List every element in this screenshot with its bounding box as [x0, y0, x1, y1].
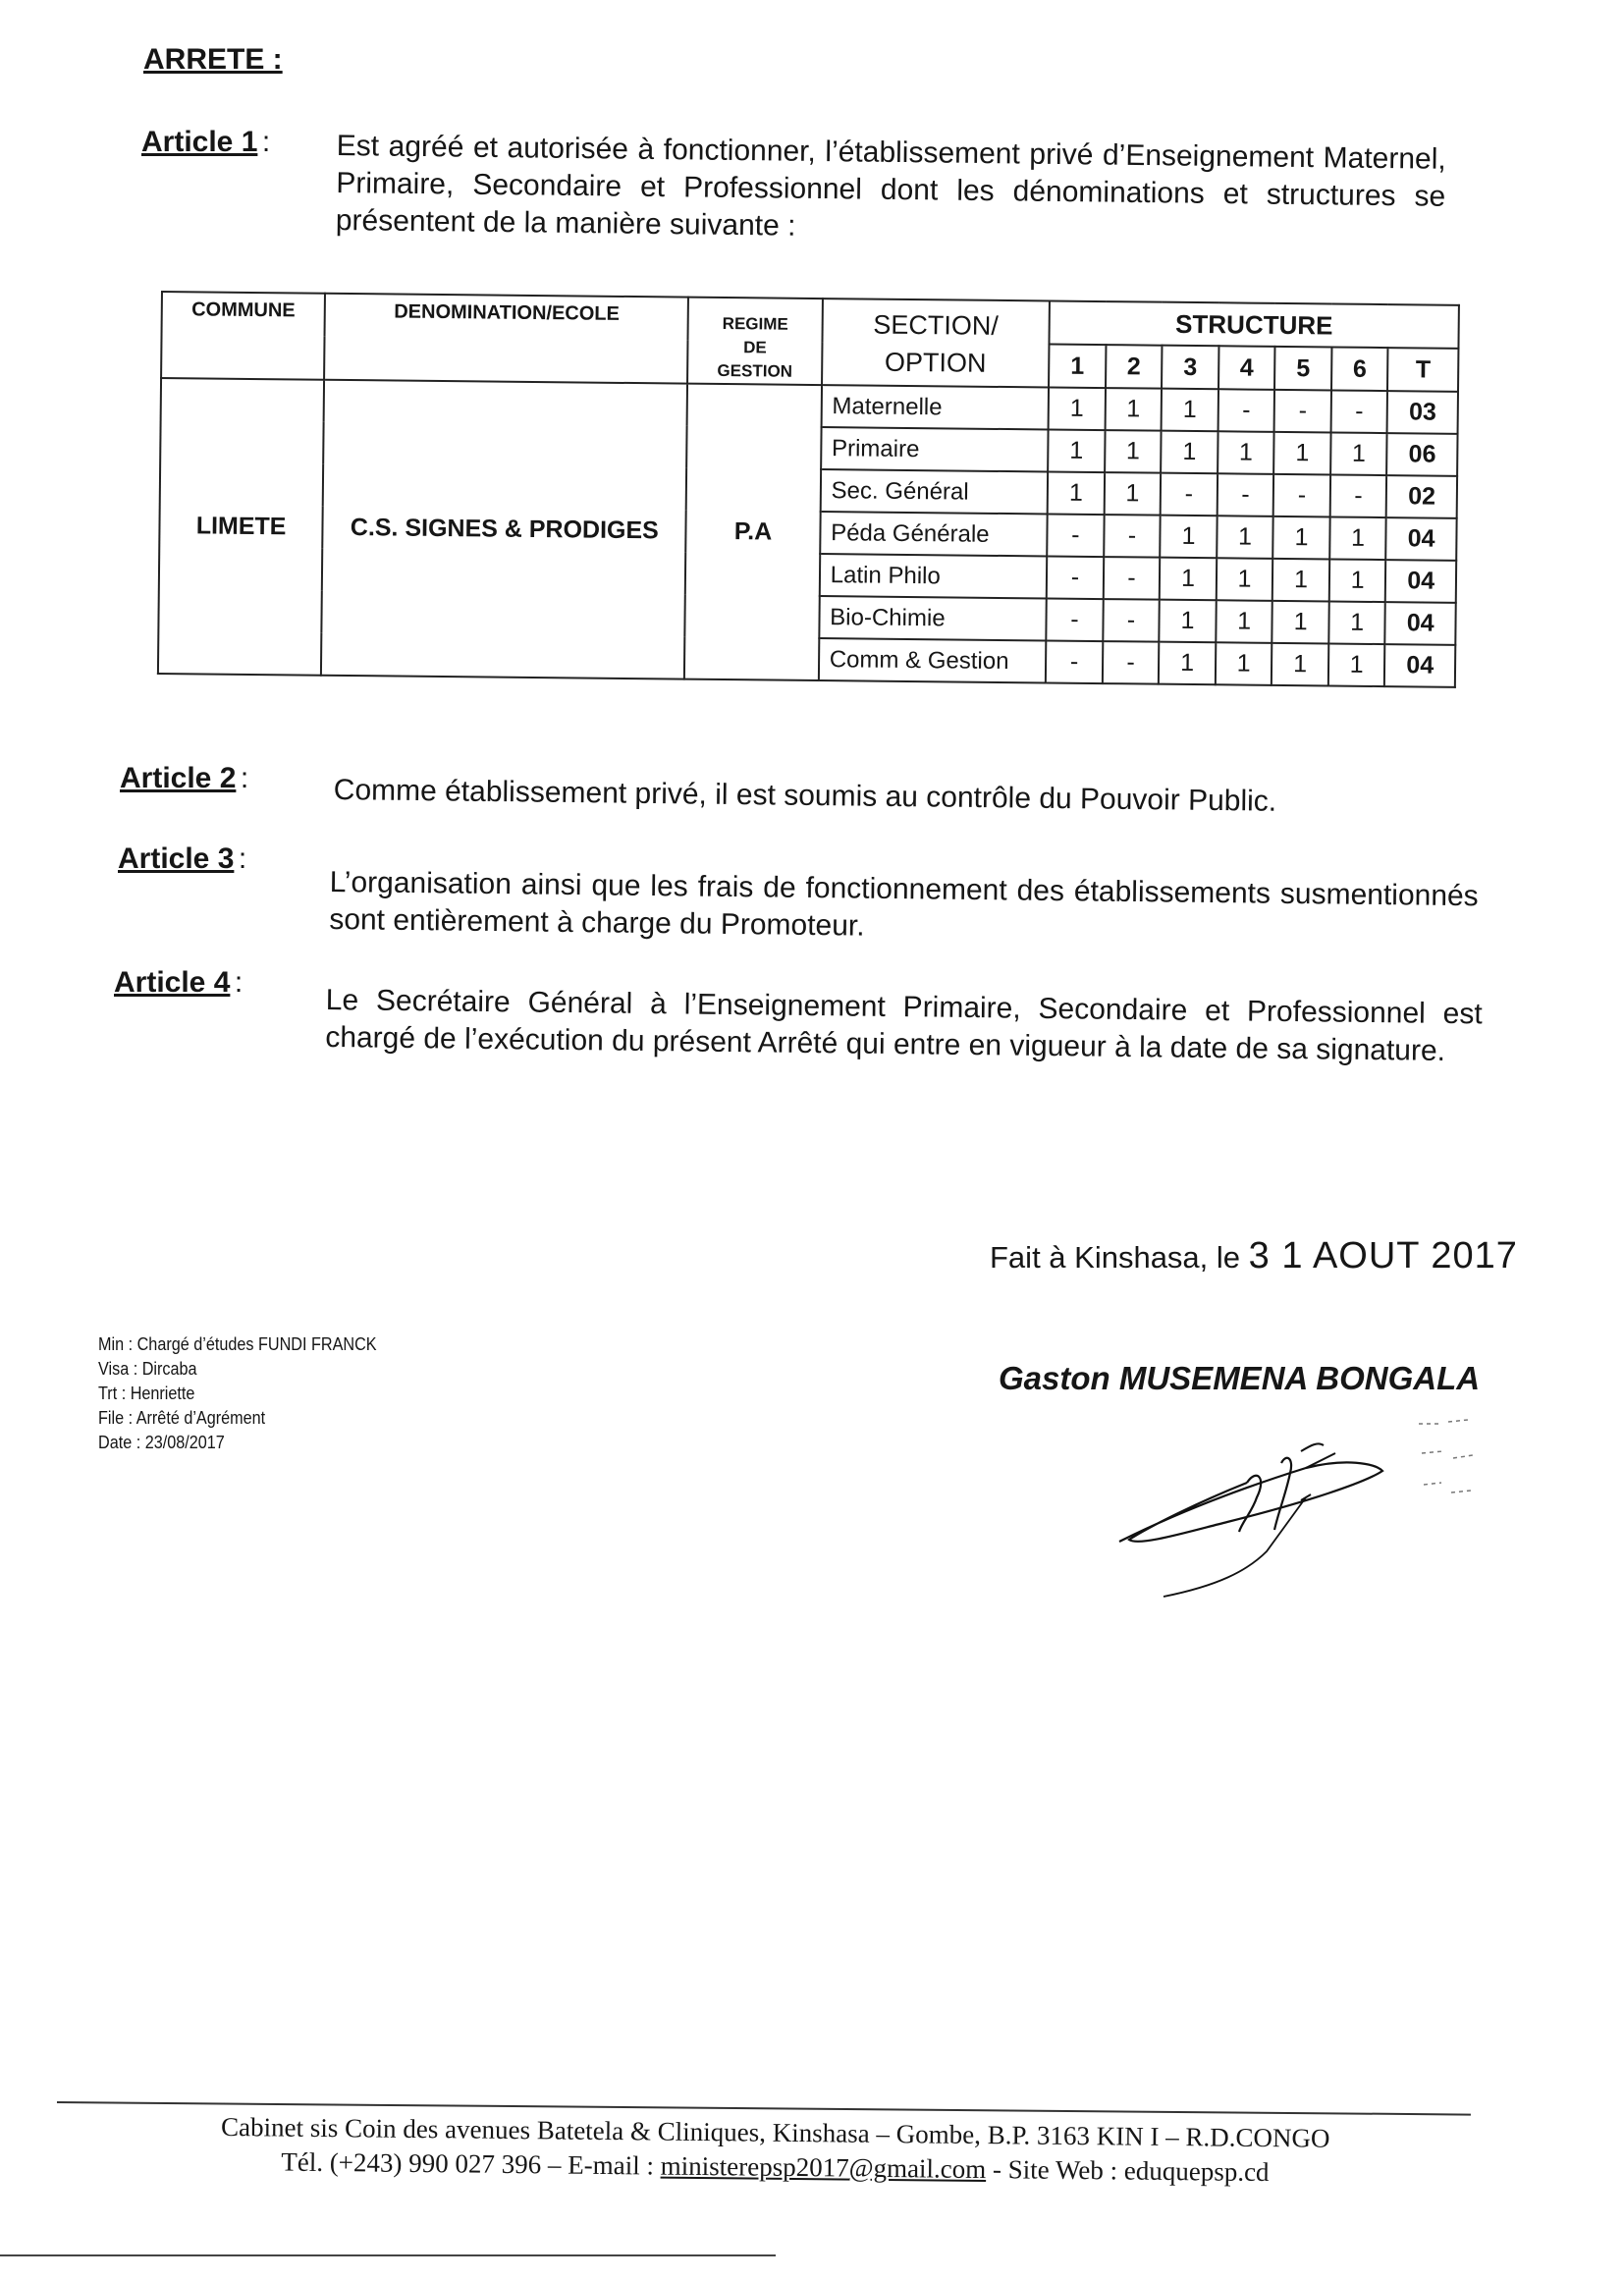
reference-line: Date : 23/08/2017: [98, 1433, 225, 1452]
cell-option: Maternelle: [821, 385, 1049, 429]
scan-marks-decoration: [1414, 1414, 1483, 1522]
cell-count: -: [1047, 598, 1104, 641]
header-structure: STRUCTURE: [1050, 300, 1459, 348]
cell-count: 1: [1330, 432, 1387, 475]
header-level: 4: [1218, 346, 1275, 390]
cell-count: 1: [1159, 642, 1216, 685]
article-4-label: Article 4: [114, 966, 231, 999]
cell-option: Péda Générale: [820, 512, 1048, 556]
header-total: T: [1387, 348, 1458, 392]
article-4-colon: :: [234, 966, 244, 999]
reference-line: Min : Chargé d’études FUNDI FRANCK: [98, 1334, 377, 1354]
cell-count: 1: [1217, 558, 1273, 601]
cell-count: 1: [1328, 601, 1385, 644]
header-commune: COMMUNE: [161, 292, 325, 380]
cell-count: -: [1274, 390, 1331, 433]
cell-regime: P.A: [684, 384, 821, 680]
cell-count: 1: [1105, 388, 1162, 431]
cell-total: 04: [1385, 602, 1456, 645]
cell-total: 06: [1387, 433, 1458, 476]
article-3-label-group: [118, 842, 246, 876]
handwritten-signature: [1110, 1424, 1434, 1601]
header-regime: [687, 298, 822, 385]
cell-count: -: [1047, 514, 1104, 557]
cell-total: 04: [1386, 517, 1457, 561]
article-4-label-group: [114, 966, 243, 1000]
place-date-line: [990, 1235, 1518, 1277]
cell-count: 1: [1272, 643, 1328, 686]
cell-count: 1: [1272, 601, 1329, 644]
cell-total: 04: [1385, 560, 1456, 603]
school-structure-table: [157, 291, 1460, 688]
cell-option: Primaire: [821, 427, 1049, 471]
cell-count: -: [1161, 473, 1218, 516]
cell-option: Comm & Gestion: [819, 638, 1047, 682]
signer-name: Gaston MUSEMENA BONGALA: [999, 1360, 1481, 1396]
cell-count: -: [1103, 599, 1160, 642]
cell-count: 1: [1328, 643, 1385, 686]
header-regime-line3: GESTION: [717, 360, 793, 381]
cell-count: -: [1103, 641, 1160, 684]
bottom-divider: [0, 2254, 776, 2256]
header-level: 1: [1049, 344, 1106, 388]
cell-count: 1: [1217, 516, 1273, 559]
article-1-label-group: [141, 126, 270, 159]
article-1-text: Est agréé et autorisée à fonctionner, l’établissement privé d’Enseignement Maternel, Primaire, Secondaire et Professionnel dont les dénominations et structures se présentent de la manière suivante :: [335, 129, 1446, 243]
cell-count: -: [1330, 474, 1387, 517]
cell-count: 1: [1272, 559, 1329, 602]
reference-line: Visa : Dircaba: [98, 1359, 197, 1379]
footer-address: Cabinet sis Coin des avenues Batetela & Cliniques, Kinshasa – Gombe, B.P. 3163 KIN I – R.D.CONGO: [220, 2111, 1330, 2153]
cell-option: Bio-Chimie: [819, 596, 1047, 640]
article-2-colon: :: [240, 762, 249, 794]
footer-email-link[interactable]: ministerepsp2017@gmail.com: [660, 2150, 987, 2185]
cell-count: 1: [1160, 600, 1217, 643]
cell-count: -: [1046, 640, 1103, 683]
cell-count: 1: [1329, 516, 1386, 560]
footer-phone: Tél. (+243) 990 027 396 – E-mail :: [281, 2146, 661, 2181]
cell-count: 1: [1160, 558, 1217, 601]
place-text: Fait à Kinshasa, le: [990, 1240, 1241, 1275]
cell-total: 02: [1386, 475, 1457, 518]
cell-count: 1: [1161, 431, 1218, 474]
cell-count: 1: [1049, 387, 1106, 430]
article-3-colon: :: [238, 842, 247, 875]
cell-count: 1: [1048, 429, 1105, 472]
cell-count: 1: [1105, 430, 1162, 473]
cell-total: 03: [1387, 391, 1458, 434]
footer: [136, 2109, 1414, 2192]
reference-line: Trt : Henriette: [98, 1384, 195, 1403]
cell-count: 1: [1216, 642, 1272, 685]
cell-count: -: [1273, 474, 1330, 517]
article-2-label-group: [120, 762, 248, 795]
header-denomination: DENOMINATION/ECOLE: [324, 294, 688, 384]
reference-line: File : Arrêté d’Agrément: [98, 1408, 266, 1428]
header-level: 6: [1331, 347, 1388, 391]
cell-count: 1: [1104, 472, 1161, 516]
cell-denomination: C.S. SIGNES & PRODIGES: [321, 380, 687, 679]
cell-count: 1: [1216, 600, 1272, 643]
cell-option: Sec. Général: [820, 469, 1048, 514]
header-level: 2: [1106, 345, 1163, 389]
date-stamp: 3 1 AOUT 2017: [1248, 1235, 1518, 1276]
reference-block: [98, 1332, 377, 1455]
decree-heading: ARRETE :: [143, 43, 283, 76]
header-level: 5: [1274, 347, 1331, 391]
cell-count: -: [1218, 389, 1274, 432]
cell-total: 04: [1384, 644, 1455, 687]
article-2-label: Article 2: [120, 762, 237, 794]
cell-option: Latin Philo: [819, 554, 1047, 598]
cell-count: 1: [1273, 516, 1330, 560]
header-regime-line2: DE: [743, 338, 767, 357]
header-regime-line1: REGIME: [722, 313, 788, 334]
article-4-text: Le Secrétaire Général à l’Enseignement Primaire, Secondaire et Professionnel est chargé de l’exécution du présent Arrêté qui entre en vigueur à la date de sa signature.: [325, 983, 1483, 1067]
cell-count: -: [1104, 515, 1161, 558]
cell-count: 1: [1048, 471, 1105, 515]
cell-count: -: [1217, 473, 1273, 516]
article-3-text: L’organisation ainsi que les frais de fonctionnement des établissements susmentionnés sont entièrement à charge du Promoteur.: [329, 865, 1479, 943]
article-3-label: Article 3: [118, 842, 235, 875]
article-1-colon: :: [261, 126, 271, 158]
header-section-option: [822, 299, 1050, 387]
article-2-text: Comme établissement privé, il est soumis au contrôle du Pouvoir Public.: [333, 773, 1277, 818]
cell-count: 1: [1218, 431, 1274, 474]
cell-count: 1: [1273, 432, 1330, 475]
cell-count: -: [1330, 390, 1387, 433]
cell-count: -: [1047, 556, 1104, 599]
cell-count: 1: [1329, 559, 1386, 602]
footer-website: - Site Web : eduquepsp.cd: [986, 2154, 1270, 2188]
cell-count: 1: [1160, 516, 1217, 559]
header-level: 3: [1162, 346, 1218, 390]
cell-commune: LIMETE: [158, 378, 324, 676]
article-1-label: Article 1: [141, 126, 258, 158]
header-section-line1: SECTION/: [873, 309, 1000, 341]
cell-count: 1: [1162, 389, 1218, 432]
cell-count: -: [1104, 557, 1161, 600]
header-section-line2: OPTION: [884, 347, 987, 378]
